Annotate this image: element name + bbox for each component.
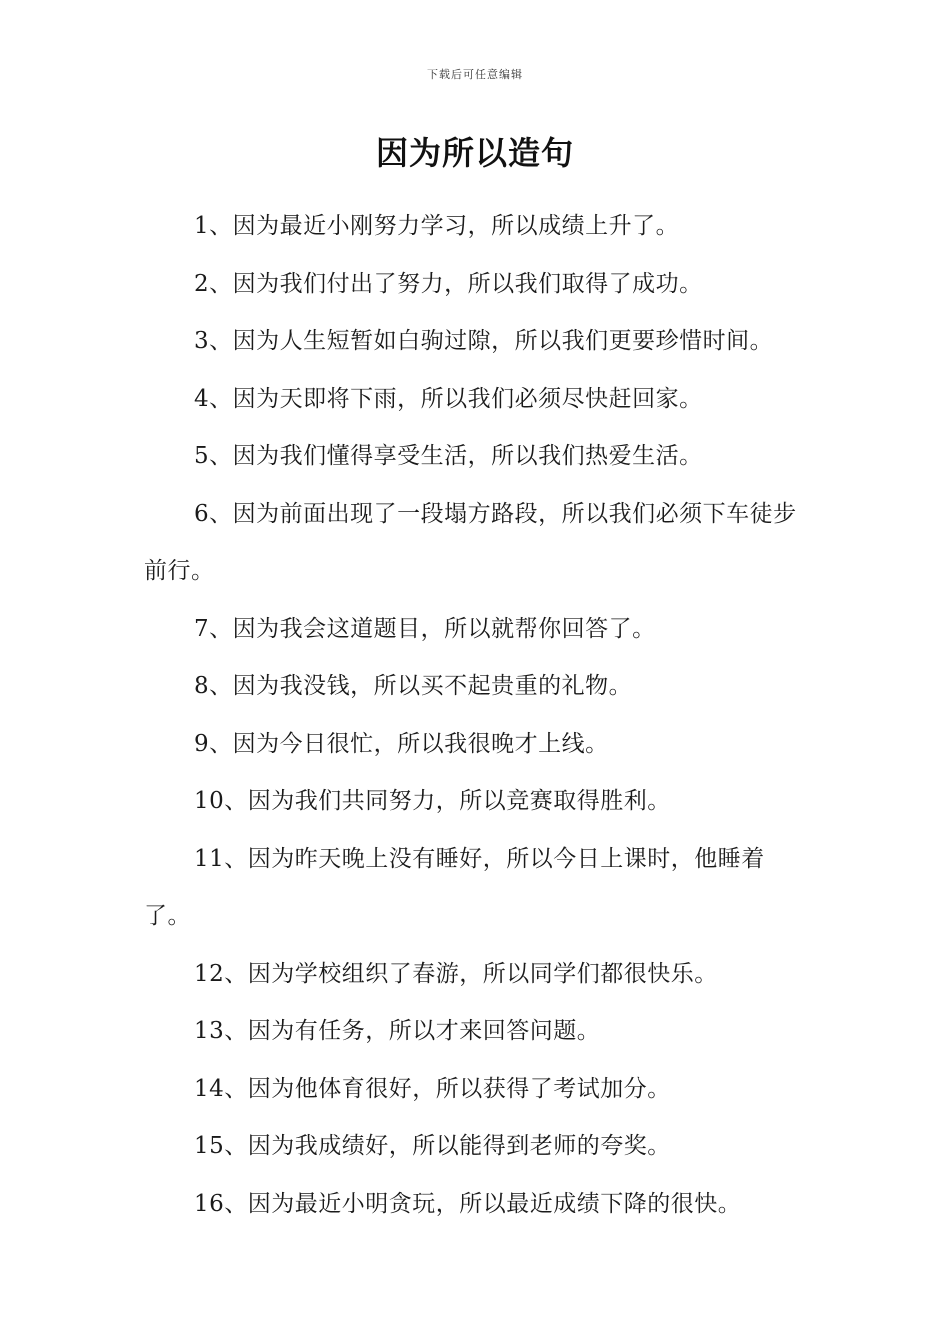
sentence-list — [144, 198, 809, 1233]
sentence-item: 5、因为我们懂得享受生活，所以我们热爱生活。 — [194, 443, 703, 469]
sentence-item: 6、因为前面出现了一段塌方路段，所以我们必须下车徒步前行。 — [144, 500, 797, 584]
sentence-item: 13、因为有任务，所以才来回答问题。 — [194, 1018, 601, 1044]
sentence-item: 8、因为我没钱，所以买不起贵重的礼物。 — [194, 673, 633, 699]
sentence-item: 11、因为昨天晚上没有睡好，所以今日上课时，他睡着了。 — [144, 845, 765, 929]
sentence-item: 3、因为人生短暂如白驹过隙，所以我们更要珍惜时间。 — [194, 328, 774, 354]
page-title: 因为所以造句 — [375, 134, 574, 172]
sentence-item: 10、因为我们共同努力，所以竞赛取得胜利。 — [194, 788, 671, 814]
sentence-item: 7、因为我会这道题目，所以就帮你回答了。 — [194, 615, 656, 642]
sentence-item: 1、因为最近小刚努力学习，所以成绩上升了。 — [194, 213, 680, 239]
sentence-item: 4、因为天即将下雨，所以我们必须尽快赶回家。 — [194, 385, 703, 412]
sentence-item: 15、因为我成绩好，所以能得到老师的夸奖。 — [194, 1133, 671, 1159]
sentence-item: 12、因为学校组织了春游，所以同学们都很快乐。 — [194, 960, 718, 987]
sentence-item: 2、因为我们付出了努力，所以我们取得了成功。 — [194, 270, 703, 297]
header-note: 下载后可任意编辑 — [427, 68, 523, 81]
sentence-item: 16、因为最近小明贪玩，所以最近成绩下降的很快。 — [194, 1190, 742, 1217]
sentence-item: 9、因为今日很忙，所以我很晚才上线。 — [194, 730, 609, 757]
sentence-item: 14、因为他体育很好，所以获得了考试加分。 — [194, 1075, 671, 1102]
